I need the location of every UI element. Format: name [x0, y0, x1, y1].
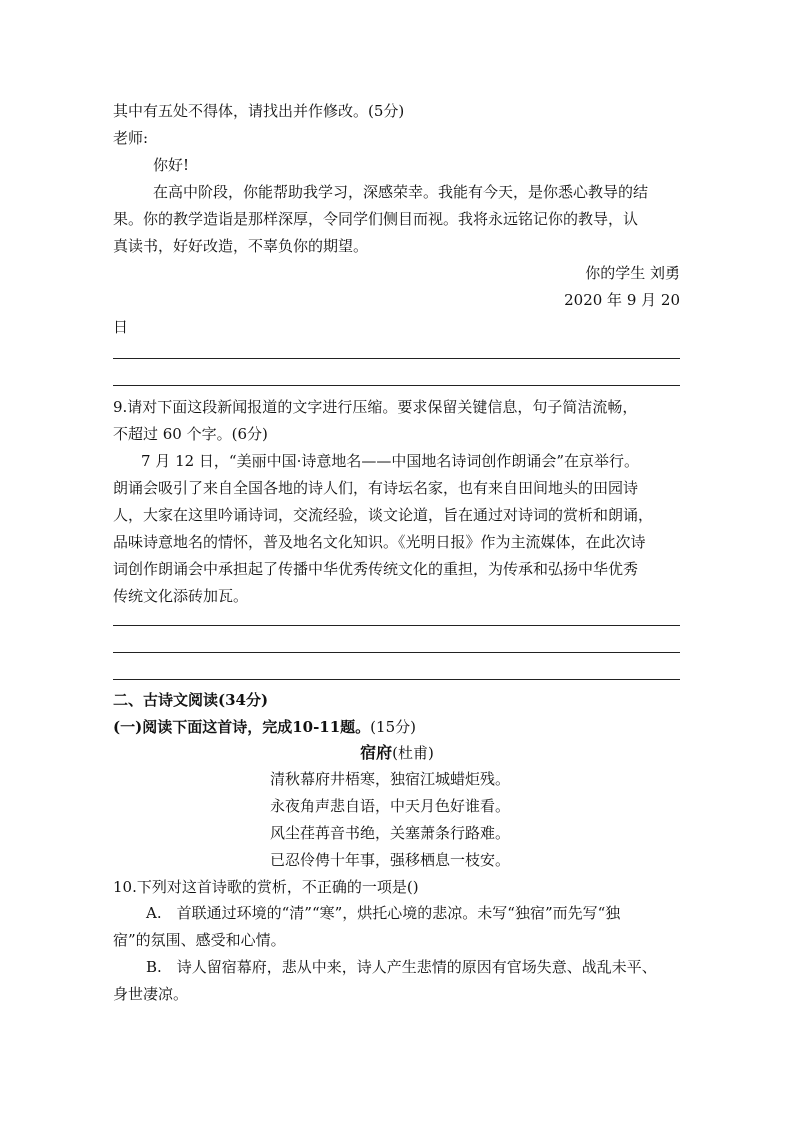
sub-heading-text: (一)阅读下面这首诗，完成10-11题。	[113, 718, 371, 736]
poem-title-row	[0, 743, 794, 763]
answer-line	[113, 385, 680, 386]
answer-line	[113, 625, 680, 626]
q9-text-line: 传统文化添砖加瓦。	[113, 587, 249, 605]
letter-paragraph-line: 果。你的教学造诣是那样深厚，令同学们侧目而视。我将永远铭记你的教导，认	[113, 210, 639, 228]
q9-text-line: 人，大家在这里吟诵诗词，交流经验，谈文论道，旨在通过对诗词的赏析和朗诵，	[113, 506, 654, 524]
letter-paragraph-line: 在高中阶段，你能帮助我学习，深感荣幸。我能有今天，是你悉心教导的结	[153, 183, 649, 201]
q9-text-line: 品味诗意地名的情怀，普及地名文化知识。《光明日报》作为主流媒体，在此次诗	[113, 533, 646, 551]
poem-author: (杜甫)	[392, 744, 434, 762]
poem-line: 风尘荏苒音书绝，关塞萧条行路难。	[270, 824, 511, 842]
letter-date-tail: 日	[113, 318, 129, 336]
q10-option-b-cont: 身世凄凉。	[113, 985, 189, 1003]
poem-line: 清秋幕府井梧寒，独宿江城蜡炬残。	[270, 770, 511, 788]
q10-stem: 10.下列对这首诗歌的赏析，不正确的一项是()	[113, 878, 419, 896]
letter-paragraph-line: 真读书，好好改造，不辜负你的期望。	[113, 237, 369, 255]
q9-text-line: 7 月 12 日，“美丽中国·诗意地名——中国地名诗词创作朗诵会”在京举行。	[141, 452, 640, 470]
q9-prompt-line: 9.请对下面这段新闻报道的文字进行压缩。要求保留关键信息，句子简洁流畅，	[113, 398, 638, 416]
q9-text-line: 词创作朗诵会中承担起了传播中华优秀传统文化的重担，为传承和弘扬中华优秀	[113, 560, 639, 578]
poem-line: 已忍伶俜十年事，强移栖息一枝安。	[270, 851, 511, 869]
letter-signature: 你的学生 刘勇	[585, 264, 680, 282]
answer-line	[113, 679, 680, 680]
sub-heading-score: (15分)	[370, 718, 416, 736]
letter-greeting: 你好!	[153, 156, 190, 174]
letter-date: 2020 年 9 月 20	[564, 291, 680, 309]
answer-line	[113, 652, 680, 653]
q8-instruction: 其中有五处不得体，请找出并作修改。(5分)	[113, 102, 405, 120]
answer-line	[113, 358, 680, 359]
q9-text-line: 朗诵会吸引了来自全国各地的诗人们，有诗坛名家，也有来自田间地头的田园诗	[113, 479, 639, 497]
section-heading: 二、古诗文阅读(34分)	[113, 691, 269, 709]
poem-line: 永夜角声悲自语，中天月色好谁看。	[270, 797, 511, 815]
q10-option-a-cont: 宿”的氛围、感受和心情。	[113, 931, 286, 949]
q9-prompt-line: 不超过 60 个字。(6分)	[113, 425, 268, 443]
q10-option-a: A. 首联通过环境的“清”“寒”，烘托心境的悲凉。未写“独宿”而先写“独	[146, 904, 621, 922]
poem-title: 宿府	[360, 743, 393, 762]
q10-option-b: B. 诗人留宿幕府，悲从中来，诗人产生悲情的原因有官场失意、战乱未平、	[146, 958, 657, 976]
sub-section-heading	[113, 717, 416, 737]
letter-salutation: 老师:	[113, 129, 149, 147]
